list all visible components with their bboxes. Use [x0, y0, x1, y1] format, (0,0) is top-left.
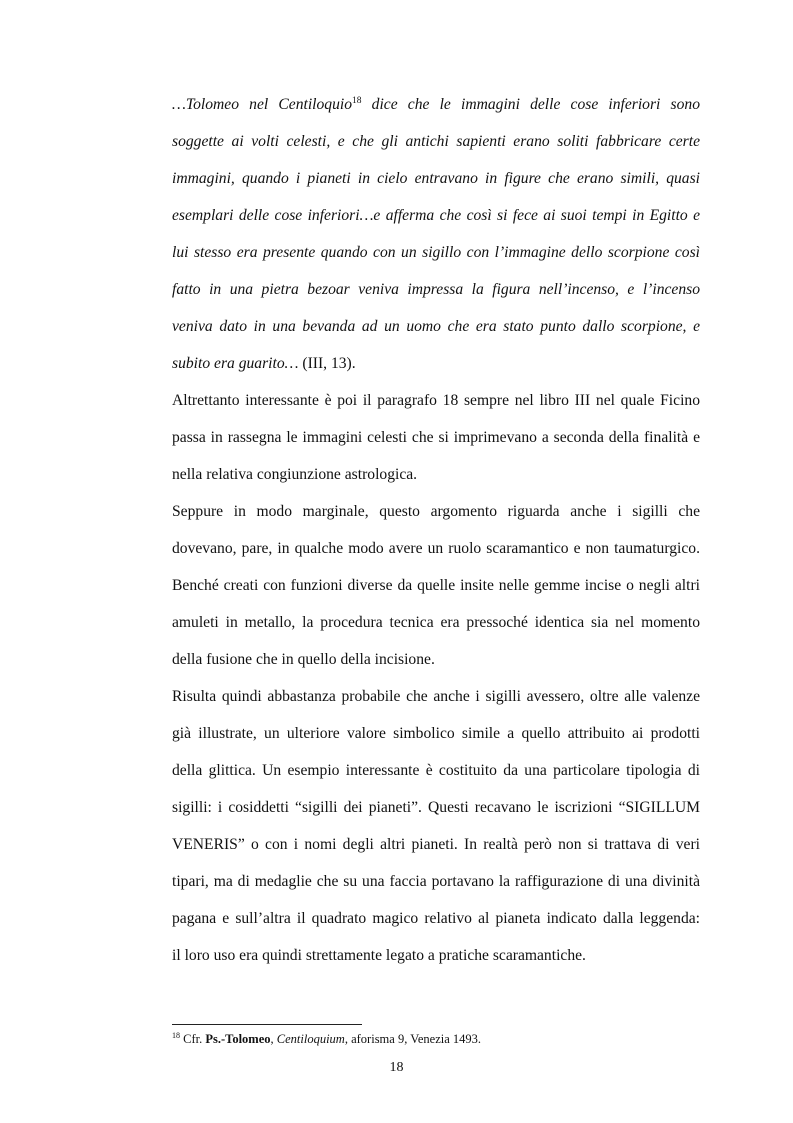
quote-line: veniva dato in una bevanda ad un uomo che era stato punto dallo scorpione, e — [172, 318, 700, 335]
body-line: dovevano, pare, in qualche modo avere un ruolo scaramantico e non taumaturgico. — [172, 540, 700, 557]
footnote-divider — [172, 1024, 362, 1025]
body-line: amuleti in metallo, la procedura tecnica era pressoché identica sia nel momento — [172, 614, 700, 631]
body-line: della glittica. Un esempio interessante è costituito da una particolare tipologia di — [172, 762, 700, 779]
quote-line: immagini, quando i pianeti in cielo entravano in figure che erano simili, quasi — [172, 170, 700, 187]
footnote-author: Ps.-Tolomeo — [205, 1032, 271, 1046]
quote-line: subito era guarito… (III, 13). — [172, 355, 356, 372]
quote-line: …Tolomeo nel Centiloquio$^{18}$ dice che le immagini delle cose inferiori sono — [172, 95, 700, 113]
body-line: Benché creati con funzioni diverse da quelle insite nelle gemme incise o negli altri — [172, 577, 700, 594]
body-line: il loro uso era quindi strettamente legato a pratiche scaramantiche. — [172, 947, 586, 964]
footnote: $^{18}$ Cfr. Ps.-Tolomeo, Centiloquium, aforisma 9, Venezia 1493. — [172, 1030, 482, 1046]
body-line: passa in rassegna le immagini celesti che si imprimevano a seconda della finalità e — [172, 429, 700, 446]
footnote-reference[interactable]: 18 — [352, 95, 362, 106]
body-line: sigilli: i cosiddetti “sigilli dei pianeti”. Questi recavano le iscrizioni “SIGILLUM — [172, 799, 700, 816]
body-line: pagana e sull’altra il quadrato magico relativo al pianeta indicato dalla leggenda: — [172, 910, 700, 927]
quote-line: esemplari delle cose inferiori…e afferma che così si fece ai suoi tempi in Egitto e — [172, 207, 700, 224]
footnote-number: 18 — [172, 1030, 180, 1040]
body-line: tipari, ma di medaglie che su una faccia portavano la raffigurazione di una divinità — [172, 873, 700, 890]
block-quote — [172, 86, 700, 382]
quote-line: fatto in una pietra bezoar veniva impressa la figura nell’incenso, e l’incenso — [172, 281, 700, 298]
quote-line: lui stesso era presente quando con un sigillo con l’immagine dello scorpione così — [172, 244, 700, 261]
body-paragraphs — [172, 382, 700, 974]
quote-line: soggette ai volti celesti, e che gli antichi sapienti erano soliti fabbricare certe — [172, 133, 700, 150]
body-line: VENERIS” o con i nomi degli altri pianeti. In realtà però non si trattava di veri — [172, 836, 700, 853]
page-number: 18 — [389, 1060, 404, 1075]
body-line: già illustrate, un ulteriore valore simbolico simile a quello attribuito ai prodotti — [172, 725, 700, 742]
citation: (III, 13). — [298, 355, 356, 372]
footnote-work-title: Centiloquium — [276, 1032, 345, 1046]
body-line: nella relativa congiunzione astrologica. — [172, 466, 418, 483]
body-line: Risulta quindi abbastanza probabile che anche i sigilli avessero, oltre alle valenze — [172, 688, 700, 705]
body-line: Seppure in modo marginale, questo argomento riguarda anche i sigilli che — [172, 503, 700, 520]
body-line: Altrettanto interessante è poi il paragrafo 18 sempre nel libro III nel quale Ficino — [172, 392, 700, 409]
body-line: della fusione che in quello della incisione. — [172, 651, 435, 668]
